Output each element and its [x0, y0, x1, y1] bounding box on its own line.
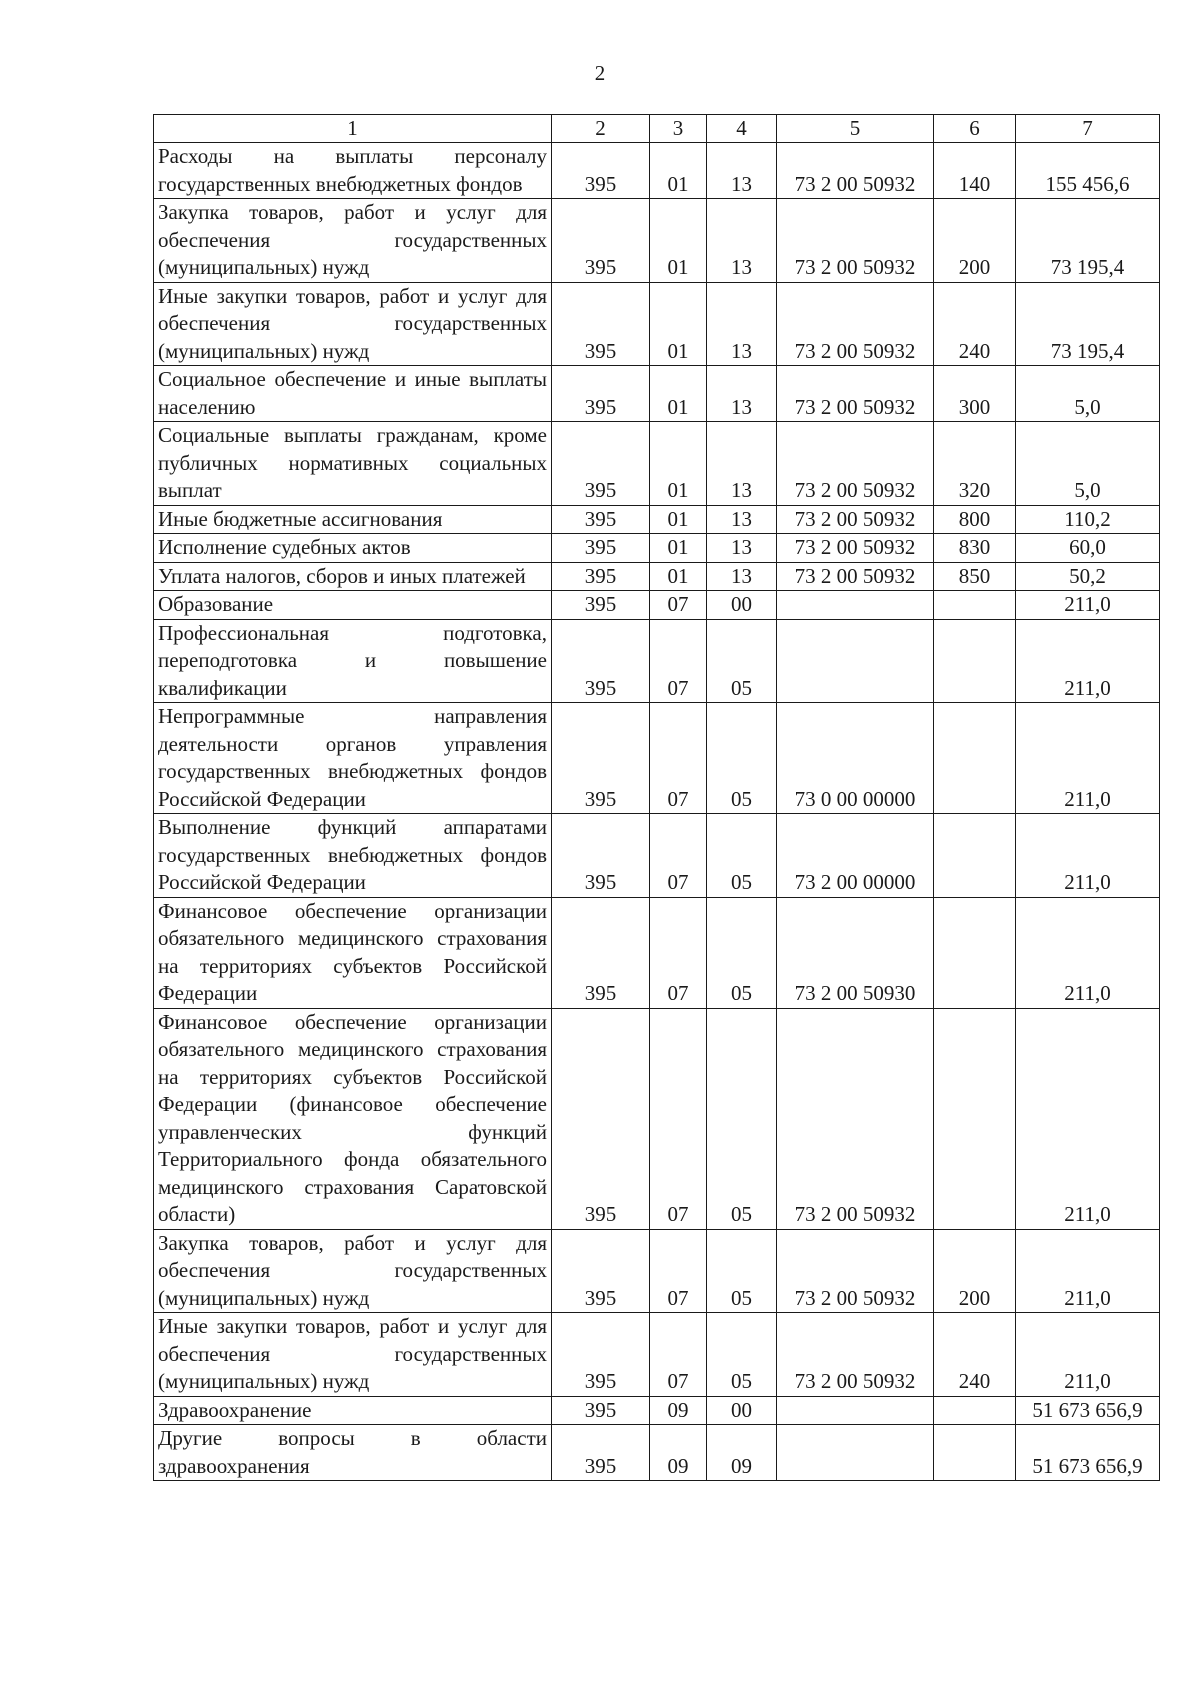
table-row: [154, 1008, 1160, 1229]
row-name-cell: Закупка товаров, работ и услуг для обеспечения государственных (муниципальных) нужд: [154, 1229, 552, 1313]
row-expense-type-cell: 830: [934, 534, 1016, 563]
row-section-cell: 07: [650, 1313, 707, 1397]
row-amount-cell: 73 195,4: [1016, 199, 1160, 283]
header-cell: 6: [934, 115, 1016, 143]
row-target-article-cell: 73 2 00 50932: [777, 505, 934, 534]
row-section-cell: 07: [650, 619, 707, 703]
row-target-article-cell: 73 0 00 00000: [777, 703, 934, 814]
row-amount-cell: 211,0: [1016, 1313, 1160, 1397]
row-code-cell: 395: [552, 562, 650, 591]
row-name-cell: Финансовое обеспечение организации обязательного медицинского страхования на территориях субъектов Российской Федерации (финансовое обеспечение управленческих функций Территориального фонда обязательного медицинского страхования Саратовской области): [154, 1008, 552, 1229]
row-name-cell: Финансовое обеспечение организации обязательного медицинского страхования на территориях субъектов Российской Федерации: [154, 897, 552, 1008]
table-row: [154, 897, 1160, 1008]
row-section-cell: 01: [650, 199, 707, 283]
row-subsection-cell: 05: [707, 814, 777, 898]
table-row: [154, 366, 1160, 422]
row-target-article-cell: 73 2 00 50930: [777, 897, 934, 1008]
row-section-cell: 07: [650, 703, 707, 814]
row-subsection-cell: 13: [707, 534, 777, 563]
row-name-cell: Закупка товаров, работ и услуг для обеспечения государственных (муниципальных) нужд: [154, 199, 552, 283]
row-name-cell: Образование: [154, 591, 552, 620]
row-name-cell: Выполнение функций аппаратами государственных внебюджетных фондов Российской Федерации: [154, 814, 552, 898]
row-subsection-cell: 05: [707, 703, 777, 814]
row-subsection-cell: 05: [707, 1008, 777, 1229]
row-code-cell: 395: [552, 422, 650, 506]
row-code-cell: 395: [552, 703, 650, 814]
row-code-cell: 395: [552, 1008, 650, 1229]
row-expense-type-cell: [934, 703, 1016, 814]
row-subsection-cell: 13: [707, 282, 777, 366]
row-amount-cell: 50,2: [1016, 562, 1160, 591]
row-name-cell: Иные закупки товаров, работ и услуг для обеспечения государственных (муниципальных) нужд: [154, 282, 552, 366]
table-row: [154, 1313, 1160, 1397]
row-expense-type-cell: 800: [934, 505, 1016, 534]
row-section-cell: 07: [650, 814, 707, 898]
table-row: [154, 591, 1160, 620]
table-row: [154, 282, 1160, 366]
header-cell: 2: [552, 115, 650, 143]
table-row: [154, 1229, 1160, 1313]
row-expense-type-cell: [934, 591, 1016, 620]
row-code-cell: 395: [552, 1313, 650, 1397]
row-expense-type-cell: 200: [934, 199, 1016, 283]
row-name-cell: Здравоохранение: [154, 1396, 552, 1425]
row-amount-cell: 155 456,6: [1016, 143, 1160, 199]
row-expense-type-cell: 140: [934, 143, 1016, 199]
row-target-article-cell: 73 2 00 50932: [777, 143, 934, 199]
row-expense-type-cell: [934, 619, 1016, 703]
table-row: [154, 703, 1160, 814]
row-section-cell: 01: [650, 534, 707, 563]
row-subsection-cell: 00: [707, 1396, 777, 1425]
row-expense-type-cell: 320: [934, 422, 1016, 506]
row-amount-cell: 211,0: [1016, 897, 1160, 1008]
row-amount-cell: 211,0: [1016, 814, 1160, 898]
row-code-cell: 395: [552, 1425, 650, 1481]
row-section-cell: 07: [650, 591, 707, 620]
page-number: 2: [594, 61, 606, 85]
row-target-article-cell: 73 2 00 50932: [777, 562, 934, 591]
row-code-cell: 395: [552, 199, 650, 283]
row-subsection-cell: 09: [707, 1425, 777, 1481]
row-section-cell: 01: [650, 366, 707, 422]
table-row: [154, 1425, 1160, 1481]
row-name-cell: Иные закупки товаров, работ и услуг для обеспечения государственных (муниципальных) нужд: [154, 1313, 552, 1397]
table-header-row: [154, 115, 1160, 143]
row-target-article-cell: 73 2 00 50932: [777, 366, 934, 422]
row-name-cell: Другие вопросы в области здравоохранения: [154, 1425, 552, 1481]
row-name-cell: Профессиональная подготовка, переподготовка и повышение квалификации: [154, 619, 552, 703]
table-row: [154, 814, 1160, 898]
row-name-cell: Иные бюджетные ассигнования: [154, 505, 552, 534]
row-target-article-cell: [777, 619, 934, 703]
row-expense-type-cell: 200: [934, 1229, 1016, 1313]
table-row: [154, 1396, 1160, 1425]
row-code-cell: 395: [552, 366, 650, 422]
row-amount-cell: 60,0: [1016, 534, 1160, 563]
row-subsection-cell: 05: [707, 1313, 777, 1397]
row-section-cell: 01: [650, 143, 707, 199]
row-amount-cell: 51 673 656,9: [1016, 1425, 1160, 1481]
row-amount-cell: 5,0: [1016, 366, 1160, 422]
row-code-cell: 395: [552, 619, 650, 703]
table-row: [154, 422, 1160, 506]
row-expense-type-cell: [934, 1425, 1016, 1481]
row-expense-type-cell: [934, 897, 1016, 1008]
row-section-cell: 07: [650, 1229, 707, 1313]
row-expense-type-cell: 300: [934, 366, 1016, 422]
row-expense-type-cell: 240: [934, 282, 1016, 366]
row-amount-cell: 110,2: [1016, 505, 1160, 534]
row-subsection-cell: 00: [707, 591, 777, 620]
row-code-cell: 395: [552, 591, 650, 620]
row-section-cell: 01: [650, 505, 707, 534]
row-section-cell: 09: [650, 1396, 707, 1425]
header-cell: 3: [650, 115, 707, 143]
row-amount-cell: 51 673 656,9: [1016, 1396, 1160, 1425]
row-code-cell: 395: [552, 282, 650, 366]
row-subsection-cell: 13: [707, 562, 777, 591]
row-target-article-cell: 73 2 00 50932: [777, 1313, 934, 1397]
row-subsection-cell: 13: [707, 422, 777, 506]
budget-table: [153, 114, 1160, 1481]
row-amount-cell: 73 195,4: [1016, 282, 1160, 366]
row-target-article-cell: [777, 1425, 934, 1481]
header-cell: 4: [707, 115, 777, 143]
row-subsection-cell: 13: [707, 505, 777, 534]
row-amount-cell: 211,0: [1016, 703, 1160, 814]
row-code-cell: 395: [552, 505, 650, 534]
row-amount-cell: 211,0: [1016, 591, 1160, 620]
row-target-article-cell: 73 2 00 50932: [777, 1229, 934, 1313]
row-expense-type-cell: [934, 814, 1016, 898]
header-cell: 7: [1016, 115, 1160, 143]
row-subsection-cell: 13: [707, 199, 777, 283]
row-amount-cell: 211,0: [1016, 1008, 1160, 1229]
row-expense-type-cell: 850: [934, 562, 1016, 591]
row-target-article-cell: [777, 591, 934, 620]
row-subsection-cell: 05: [707, 619, 777, 703]
row-target-article-cell: 73 2 00 50932: [777, 282, 934, 366]
row-target-article-cell: 73 2 00 50932: [777, 534, 934, 563]
row-target-article-cell: 73 2 00 50932: [777, 422, 934, 506]
row-target-article-cell: 73 2 00 50932: [777, 199, 934, 283]
row-name-cell: Социальное обеспечение и иные выплаты населению: [154, 366, 552, 422]
row-section-cell: 01: [650, 422, 707, 506]
row-section-cell: 07: [650, 897, 707, 1008]
table-row: [154, 143, 1160, 199]
table-row: [154, 619, 1160, 703]
table-row: [154, 562, 1160, 591]
row-amount-cell: 5,0: [1016, 422, 1160, 506]
row-subsection-cell: 13: [707, 366, 777, 422]
row-name-cell: Уплата налогов, сборов и иных платежей: [154, 562, 552, 591]
row-expense-type-cell: [934, 1008, 1016, 1229]
row-name-cell: Социальные выплаты гражданам, кроме публичных нормативных социальных выплат: [154, 422, 552, 506]
table-row: [154, 505, 1160, 534]
row-section-cell: 09: [650, 1425, 707, 1481]
row-name-cell: Исполнение судебных актов: [154, 534, 552, 563]
row-name-cell: Расходы на выплаты персоналу государственных внебюджетных фондов: [154, 143, 552, 199]
row-target-article-cell: [777, 1396, 934, 1425]
table-body: [154, 115, 1160, 1481]
row-name-cell: Непрограммные направления деятельности органов управления государственных внебюджетных фондов Российской Федерации: [154, 703, 552, 814]
row-expense-type-cell: [934, 1396, 1016, 1425]
table-row: [154, 199, 1160, 283]
row-code-cell: 395: [552, 1396, 650, 1425]
row-code-cell: 395: [552, 143, 650, 199]
row-amount-cell: 211,0: [1016, 1229, 1160, 1313]
header-cell: 5: [777, 115, 934, 143]
row-section-cell: 07: [650, 1008, 707, 1229]
row-section-cell: 01: [650, 282, 707, 366]
row-amount-cell: 211,0: [1016, 619, 1160, 703]
row-section-cell: 01: [650, 562, 707, 591]
row-subsection-cell: 13: [707, 143, 777, 199]
header-cell: 1: [154, 115, 552, 143]
row-target-article-cell: 73 2 00 50932: [777, 1008, 934, 1229]
row-code-cell: 395: [552, 534, 650, 563]
row-expense-type-cell: 240: [934, 1313, 1016, 1397]
row-target-article-cell: 73 2 00 00000: [777, 814, 934, 898]
row-code-cell: 395: [552, 814, 650, 898]
row-subsection-cell: 05: [707, 897, 777, 1008]
row-subsection-cell: 05: [707, 1229, 777, 1313]
row-code-cell: 395: [552, 1229, 650, 1313]
row-code-cell: 395: [552, 897, 650, 1008]
table-row: [154, 534, 1160, 563]
